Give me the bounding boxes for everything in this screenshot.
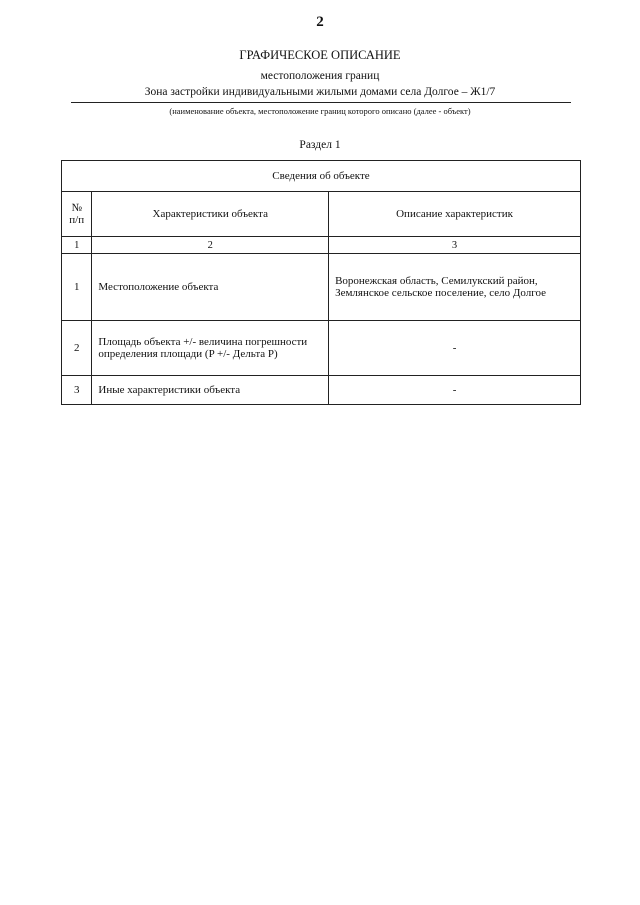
row-characteristic: Площадь объекта +/- величина погрешности определения площади (P +/- Дельта P) — [92, 321, 329, 376]
document-subtitle: местоположения границ — [260, 70, 380, 82]
object-name: Зона застройки индивидуальными жилыми домами села Долгое – Ж1/7 — [144, 86, 496, 98]
column-number: 2 — [92, 237, 329, 254]
column-number: 3 — [329, 237, 581, 254]
row-characteristic: Иные характеристики объекта — [92, 376, 329, 405]
row-description: - — [329, 376, 581, 405]
underline-divider — [71, 102, 571, 103]
column-header-number: № п/п — [62, 192, 92, 237]
object-caption: (наименование объекта, местоположение границ которого описано (далее - объект) — [169, 106, 471, 116]
page-number: 2 — [316, 14, 324, 30]
section-title: Раздел 1 — [299, 139, 341, 151]
row-number: 1 — [62, 254, 92, 321]
row-number: 3 — [62, 376, 92, 405]
table-row — [62, 321, 581, 376]
table-row — [62, 254, 581, 321]
table-header: Сведения об объекте — [62, 161, 581, 192]
table-row — [62, 376, 581, 405]
row-description: - — [329, 321, 581, 376]
column-header-characteristic: Характеристики объекта — [92, 192, 329, 237]
row-description: Воронежская область, Семилукский район, Землянское сельское поселение, село Долгое — [329, 254, 581, 321]
object-info-table — [61, 160, 581, 405]
document-title: ГРАФИЧЕСКОЕ ОПИСАНИЕ — [239, 48, 401, 62]
row-number: 2 — [62, 321, 92, 376]
column-header-description: Описание характеристик — [329, 192, 581, 237]
row-characteristic: Местоположение объекта — [92, 254, 329, 321]
column-number: 1 — [62, 237, 92, 254]
